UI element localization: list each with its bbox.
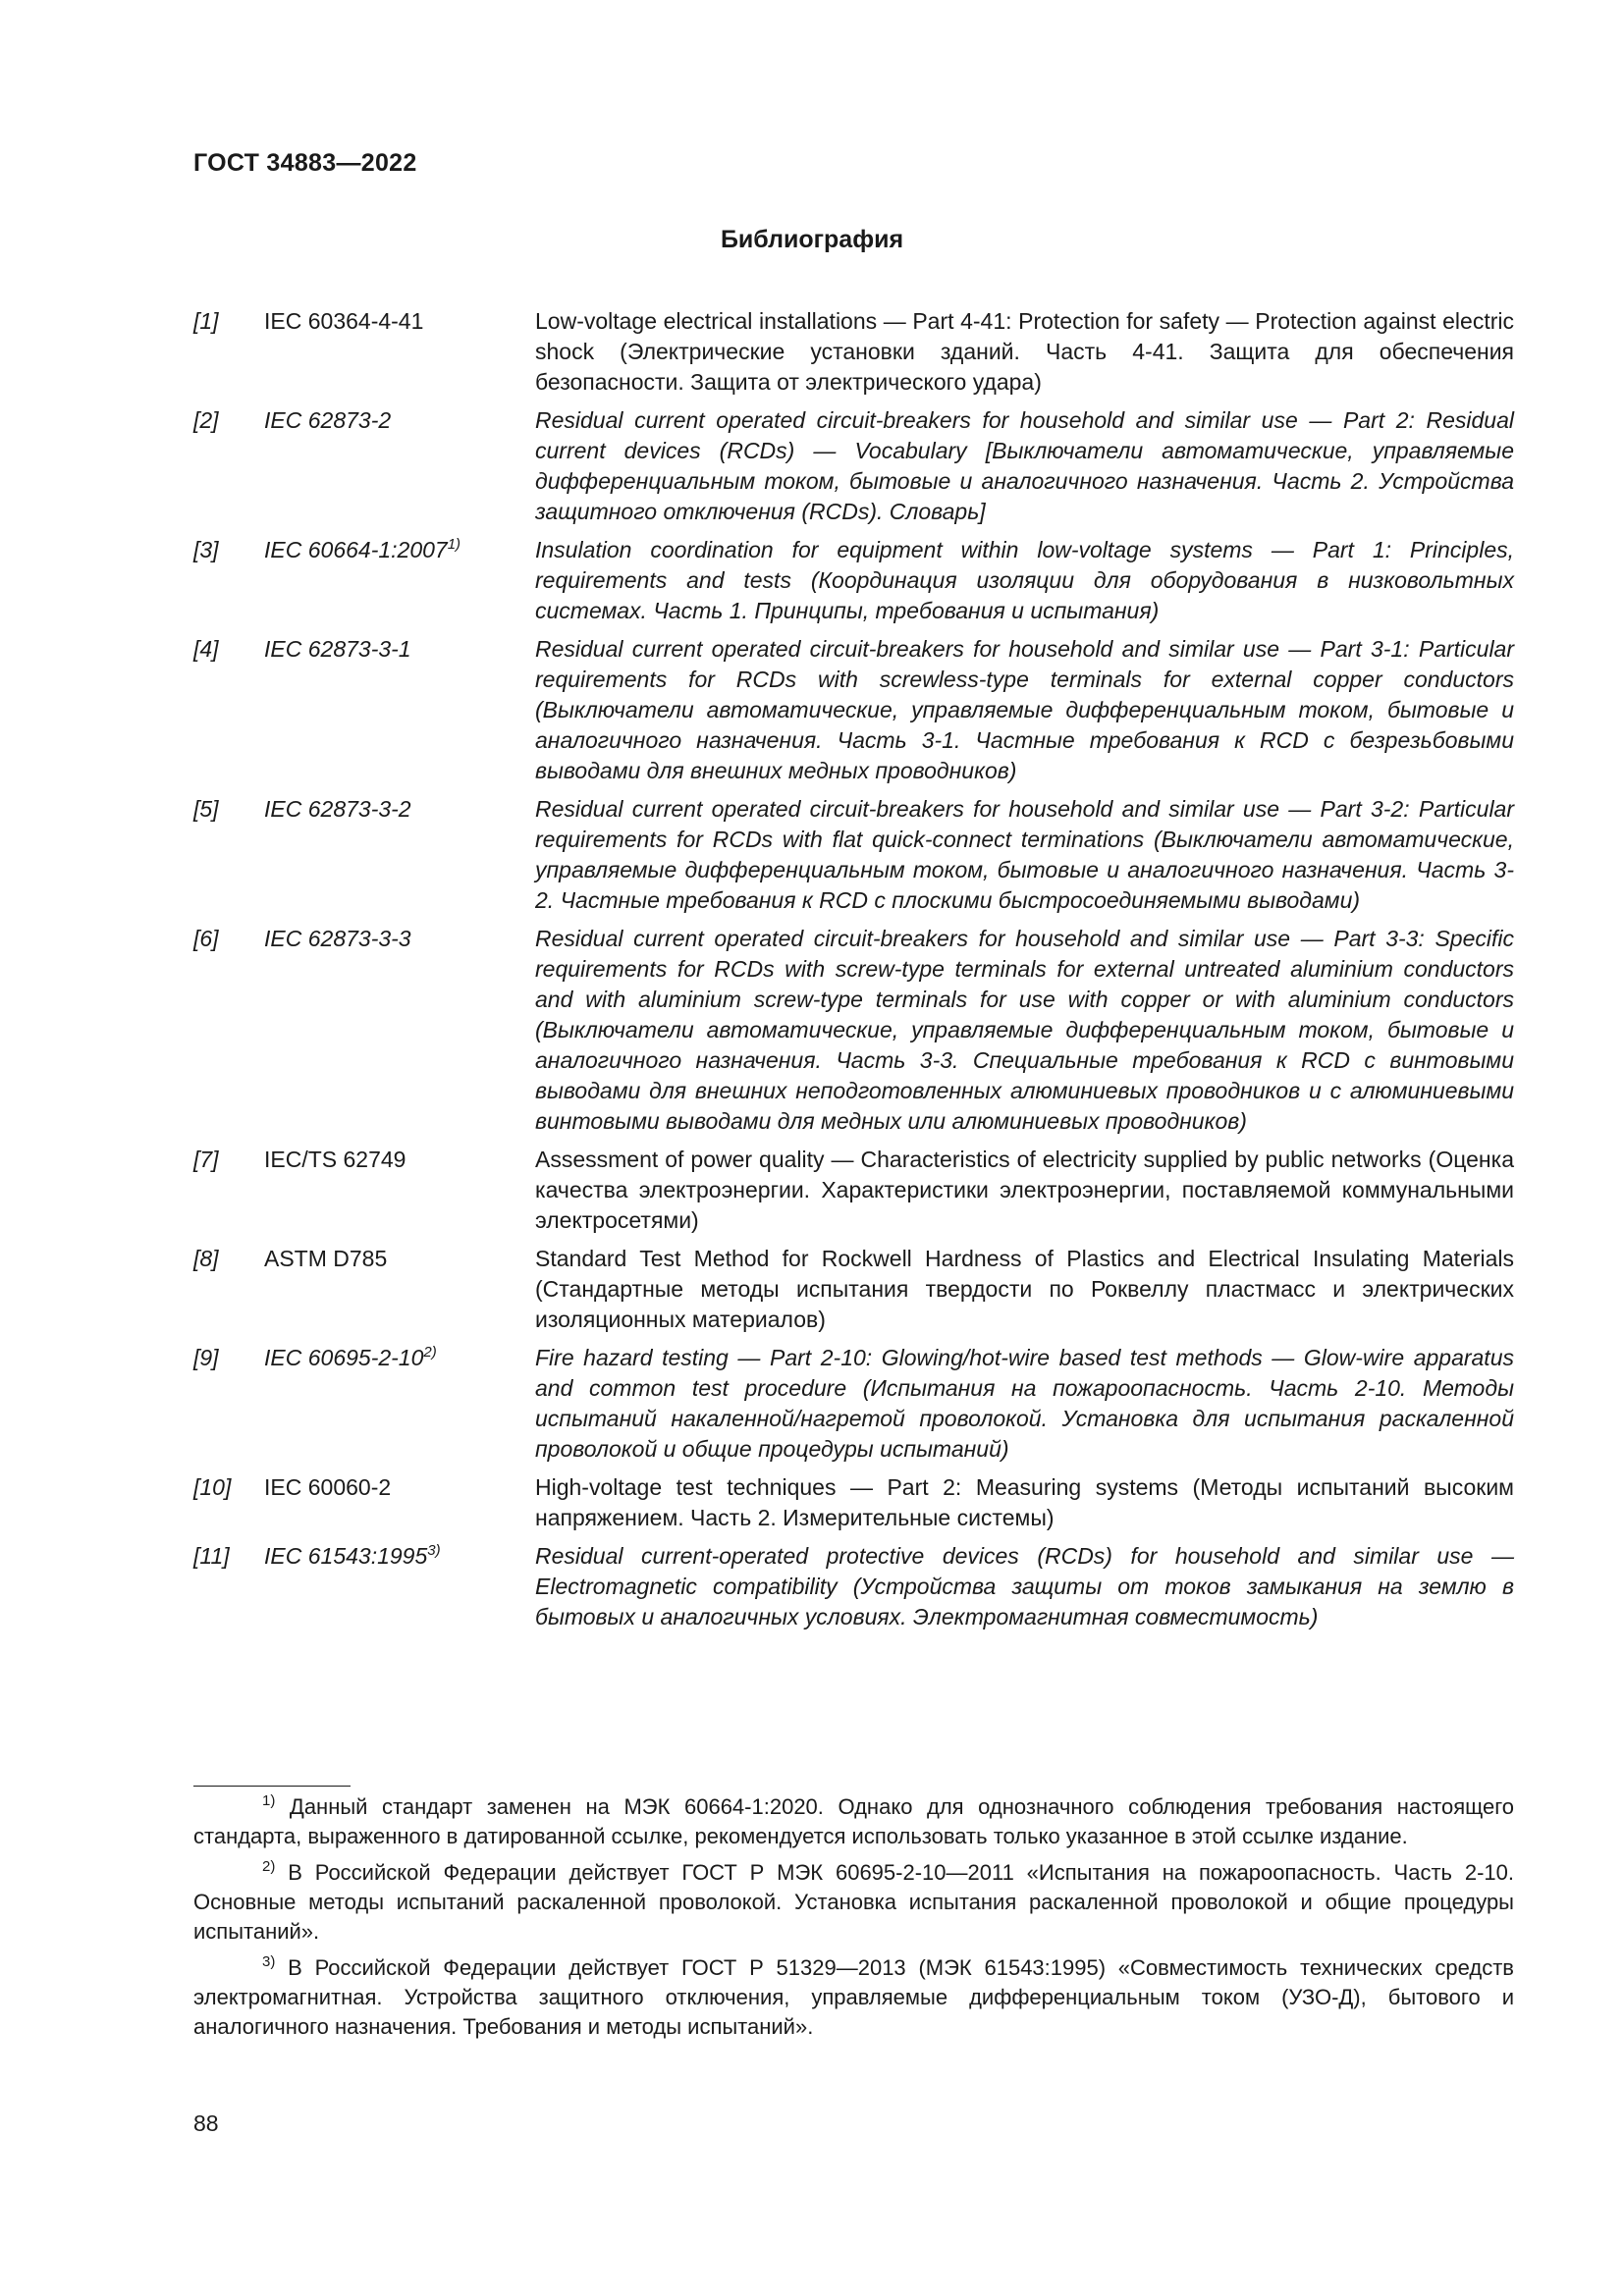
footnote-text: В Российской Федерации действует ГОСТ Р 51329—2013 (МЭК 61543:1995) «Совместимость технических средств электромагнитная. Устройства защитного отключения, управляемые дифференциальным током (УЗО-Д), бытового и аналогичного назначения. Требования и методы испытаний». [193,1955,1514,2039]
footnote-ref: 1) [447,536,461,553]
entry-code [264,306,535,337]
entry-code-text: IEC 62873-2 [264,407,392,433]
document-header: ГОСТ 34883—2022 [193,149,417,177]
page-number: 88 [193,2110,219,2136]
entry-title: Residual current operated circuit-breakers for household and similar use — Part 3-3: Specific requirements for RCDs with screw-type terminals for external untreated aluminium conductors and with aluminium screw-type terminals for use with copper or with aluminium conductors (Выключатели автоматические, управляемые дифференциальным током, бытовые и аналогичного назначения. Часть 3-3. Специальные требования к RCD с винтовыми выводами для внешних неподготовленных алюминиевых проводников и с алюминиевыми винтовыми выводами для медных или алюминиевых проводников) [535,926,1514,1134]
bibliography-entry [193,405,1514,527]
entry-title: Fire hazard testing — Part 2-10: Glowing/hot-wire based test methods — Glow-wire apparatus and common test procedure (Испытания на пожароопасность. Часть 2-10. Методы испытаний накаленной/нагретой проволокой. Установка для испытания раскаленной проволокой и общие процедуры испытаний) [535,1345,1514,1462]
entry-number: [11] [193,1543,230,1569]
entry-number: [2] [193,407,219,433]
entry-code-text: IEC 62873-3-1 [264,636,411,662]
entry-title: Residual current operated circuit-breakers for household and similar use — Part 2: Residual current devices (RCDs) — Vocabulary [Выключатели автоматические, управляемые дифференциальным током, бытовые и аналогичного назначения. Часть 2. Устройства защитного отключения (RCDs). Словарь] [535,407,1514,524]
footnote-ref: 3) [427,1542,441,1559]
entry-code-text: IEC 60060-2 [264,1474,392,1500]
footnote-mark: 3) [262,1953,276,1970]
bibliography-entry [193,1472,1514,1533]
entry-code-text: IEC 62873-3-2 [264,796,411,822]
entry-code [264,924,535,954]
entry-title: Residual current-operated protective devices (RCDs) for household and similar use — Electromagnetic compatibility (Устройства защиты от токов замыкания на землю в бытовых и аналогичных условиях. Электромагнитная совместимость) [535,1543,1514,1629]
footnotes [193,1792,1514,2049]
entry-number: [5] [193,796,219,822]
footnote [193,1792,1514,1851]
entry-title: Standard Test Method for Rockwell Hardness of Plastics and Electrical Insulating Materials (Стандартные методы испытания твердости по Роквеллу пластмасс и электрических изоляционных материалов) [535,1246,1514,1332]
entry-number: [6] [193,926,219,951]
entry-code [264,535,535,565]
entry-title: Insulation coordination for equipment within low-voltage systems — Part 1: Principles, requirements and tests (Координация изоляции для оборудования в низковольтных системах. Часть 1. Принципы, требования и испытания) [535,537,1514,623]
entry-title: Residual current operated circuit-breakers for household and similar use — Part 3-1: Particular requirements for RCDs with screwless-type terminals for external copper conductors (Выключатели автоматические, управляемые дифференциальным током, бытовые и аналогичного назначения. Часть 3-1. Частные требования к RCD с безрезьбовыми выводами для внешних медных проводников) [535,636,1514,783]
entry-title: Low-voltage electrical installations — Part 4-41: Protection for safety — Protection against electric shock (Электрические установки зданий. Часть 4-41. Защита для обеспечения безопасности. Защита от электрического удара) [535,308,1514,395]
footnote-text: Данный стандарт заменен на МЭК 60664-1:2020. Однако для однозначного соблюдения требования настоящего стандарта, выраженного в датированной ссылке, рекомендуется использовать только указанное в этой ссылке издание. [193,1794,1514,1848]
entry-number: [7] [193,1147,219,1172]
bibliography-entry [193,634,1514,786]
footnote-separator [193,1786,351,1787]
entry-code-text: IEC 60695-2-10 [264,1345,424,1370]
entry-code [264,1244,535,1274]
footnote [193,1858,1514,1947]
entry-number: [8] [193,1246,219,1271]
entry-code [264,1145,535,1175]
bibliography-entry [193,1343,1514,1465]
bibliography-entry [193,924,1514,1137]
bibliography-list [193,306,1514,1640]
entry-title: Assessment of power quality — Characteristics of electricity supplied by public networks (Оценка качества электроэнергии. Характеристики электроэнергии, поставляемой коммунальными электросетями) [535,1147,1514,1233]
entry-number: [4] [193,636,219,662]
footnote [193,1953,1514,2042]
footnote-ref: 2) [423,1344,437,1361]
entry-code-text: IEC 61543:1995 [264,1543,428,1569]
bibliography-entry [193,794,1514,916]
entry-code-text: IEC 60664-1:2007 [264,537,448,562]
entry-code-text: IEC/TS 62749 [264,1147,406,1172]
bibliography-entry [193,306,1514,398]
footnote-mark: 1) [262,1792,276,1809]
entry-code [264,794,535,825]
entry-code [264,1472,535,1503]
entry-code [264,405,535,436]
footnote-text: В Российской Федерации действует ГОСТ Р МЭК 60695-2-10—2011 «Испытания на пожароопасность. Часть 2-10. Основные методы испытаний раскаленной проволокой. Установка испытания раскаленной проволокой и общие процедуры испытаний». [193,1860,1514,1944]
bibliography-entry [193,1244,1514,1335]
entry-title: High-voltage test techniques — Part 2: Measuring systems (Методы испытаний высоким напряжением. Часть 2. Измерительные системы) [535,1474,1514,1530]
entry-code [264,1343,535,1373]
section-title: Библиография [720,226,904,253]
entry-code-text: IEC 60364-4-41 [264,308,424,334]
entry-code-text: ASTM D785 [264,1246,388,1271]
bibliography-entry [193,1541,1514,1632]
entry-number: [10] [193,1474,232,1500]
entry-code [264,1541,535,1572]
entry-number: [9] [193,1345,219,1370]
footnote-mark: 2) [262,1858,276,1875]
bibliography-entry [193,1145,1514,1236]
entry-number: [1] [193,308,219,334]
bibliography-entry [193,535,1514,626]
entry-code [264,634,535,665]
entry-code-text: IEC 62873-3-3 [264,926,411,951]
entry-number: [3] [193,537,219,562]
entry-title: Residual current operated circuit-breakers for household and similar use — Part 3-2: Particular requirements for RCDs with flat quick-connect terminations (Выключатели автоматические, управляемые дифференциальным током, бытовые и аналогичного назначения. Часть 3-2. Частные требования к RCD с плоскими быстросоединяемыми выводами) [535,796,1514,913]
